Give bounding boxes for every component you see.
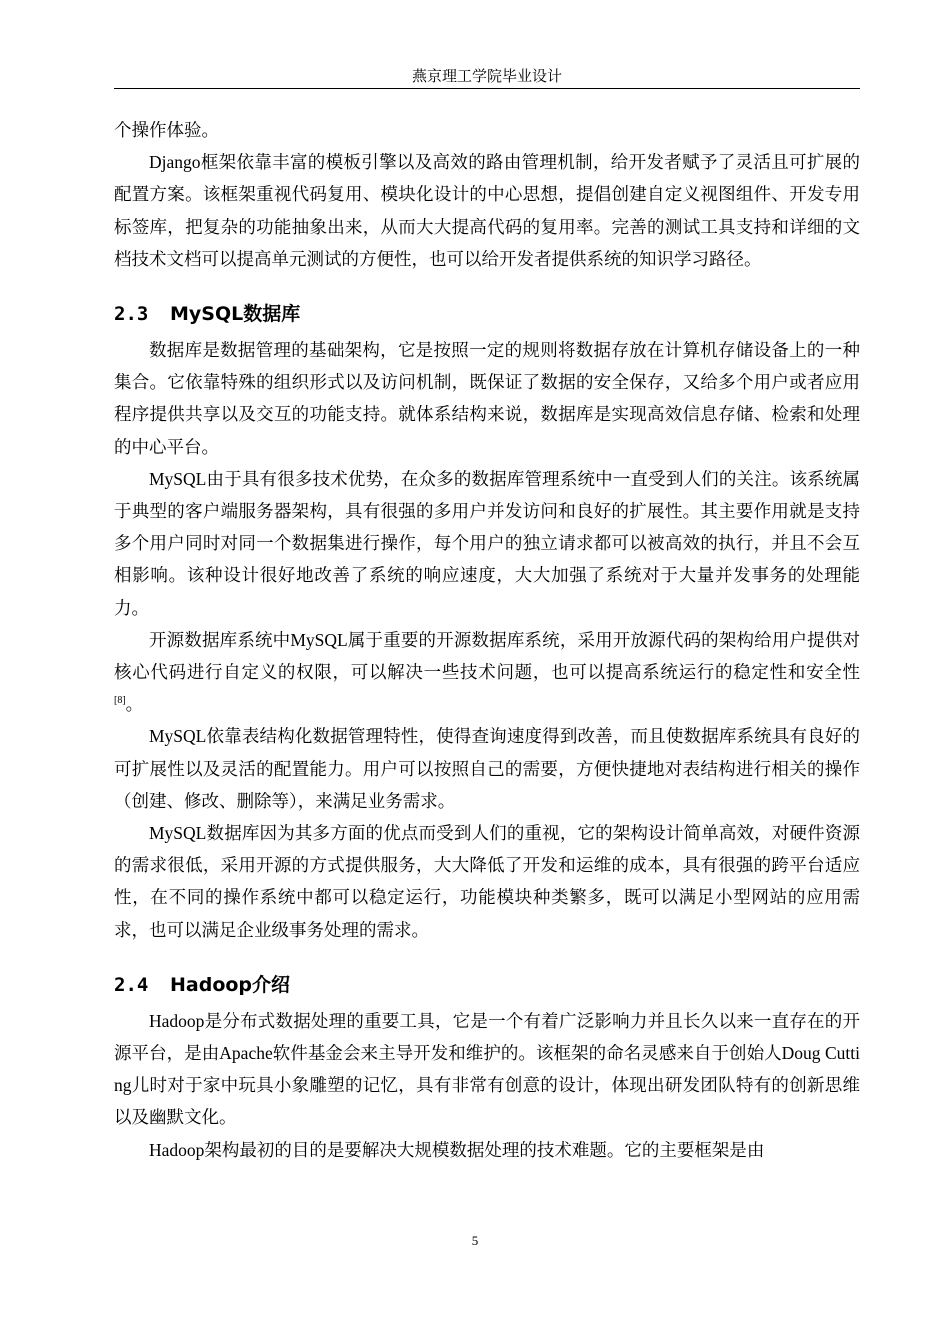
page-header: 燕京理工学院毕业设计 [114, 66, 860, 89]
section-title: MySQL数据库 [170, 303, 301, 326]
paragraph-end: 。 [125, 694, 144, 715]
paragraph: MySQL数据库因为其多方面的优点而受到人们的重视，它的架构设计简单高效，对硬件资源的需求很低，采用开源的方式提供服务，大大降低了开发和运维的成本，具有很强的跨平台适应性，在不同的操作系统中都可以稳定运行，功能模块种类繁多，既可以满足小型网站的应用需求，也可以满足企业级事务处理的需求。 [114, 823, 860, 940]
paragraph: 个操作体验。 [114, 120, 219, 140]
spacer [114, 275, 860, 294]
section-number: 2.4 [114, 973, 149, 996]
paragraph: MySQL依靠表结构化数据管理特性，使得查询速度得到改善，而且使数据库系统具有良好的可扩展性以及灵活的配置能力。用户可以按照自己的需要，方便快捷地对表结构进行相关的操作（创建、修改、删除等），来满足业务需求。 [114, 726, 860, 811]
citation: [8] [114, 695, 126, 707]
section-heading-2-4 [114, 965, 860, 1005]
paragraph: 数据库是数据管理的基础架构，它是按照一定的规则将数据存放在计算机存储设备上的一种集合。它依靠特殊的组织形式以及访问机制，既保证了数据的安全保存，又给多个用户或者应用程序提供共享以及交互的功能支持。就体系结构来说，数据库是实现高效信息存储、检索和处理的中心平台。 [114, 340, 860, 457]
page-number: 5 [471, 1233, 479, 1248]
page-content [114, 114, 860, 1166]
paragraph: Hadoop是分布式数据处理的重要工具，它是一个有着广泛影响力并且长久以来一直存在的开源平台，是由Apache软件基金会来主导开发和维护的。该框架的命名灵感来自于创始人Doug Cutting儿时对于家中玩具小象雕塑的记忆，具有非常有创意的设计，体现出研发团队特有的创新思维以及幽默文化。 [114, 1010, 860, 1128]
paragraph: Django框架依靠丰富的模板引擎以及高效的路由管理机制，给开发者赋予了灵活且可扩展的配置方案。该框架重视代码复用、模块化设计的中心思想，提倡创建自定义视图组件、开发专用标签库，把复杂的功能抽象出来，从而大大提高代码的复用率。完善的测试工具支持和详细的文档技术文档可以提高单元测试的方便性，也可以给开发者提供系统的知识学习路径。 [114, 152, 860, 269]
section-heading-2-3 [114, 294, 860, 334]
paragraph [114, 624, 860, 721]
paragraph: MySQL由于具有很多技术优势，在众多的数据库管理系统中一直受到人们的关注。该系统属于典型的客户端服务器架构，具有很强的多用户并发访问和良好的扩展性。其主要作用就是支持多个用户同时对同一个数据集进行操作，每个用户的独立请求都可以被高效的执行，并且不会互相影响。该种设计很好地改善了系统的响应速度，大大加强了系统对于大量并发事务的处理能力。 [114, 468, 860, 618]
paragraph-text: 开源数据库系统中MySQL属于重要的开源数据库系统，采用开放源代码的架构给用户提供对核心代码进行自定义的权限，可以解决一些技术问题，也可以提高系统运行的稳定性和安全性 [114, 629, 860, 683]
section-title: Hadoop介绍 [170, 973, 291, 996]
section-number: 2.3 [114, 303, 149, 326]
paragraph: Hadoop架构最初的目的是要解决大规模数据处理的技术难题。它的主要框架是由 [149, 1139, 765, 1160]
spacer [114, 946, 860, 965]
